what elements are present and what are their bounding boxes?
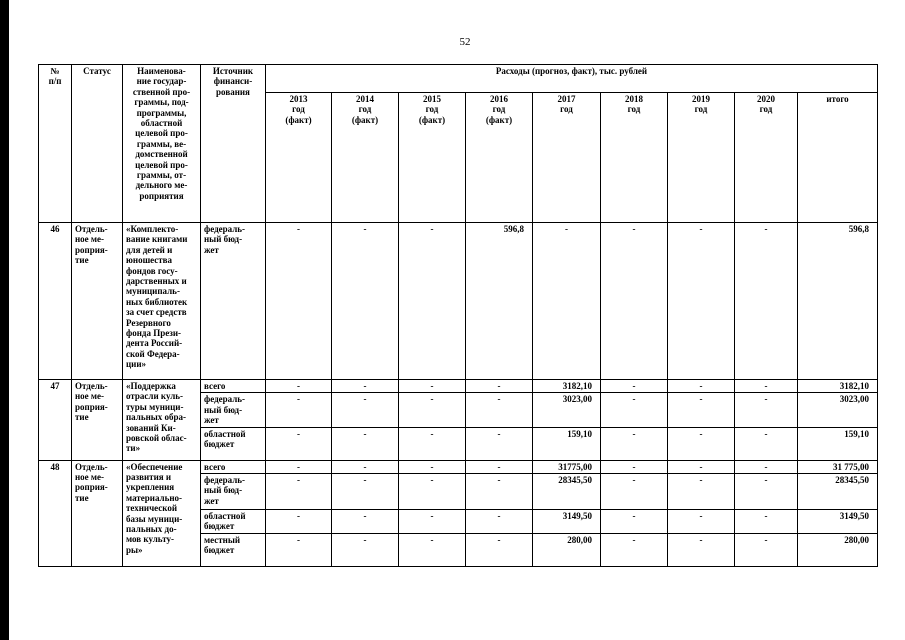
table-row xyxy=(39,460,878,473)
row-value: - xyxy=(332,427,399,460)
row-value: 596,8 xyxy=(466,223,533,380)
row-value: - xyxy=(735,223,798,380)
header-num: № п/п xyxy=(39,65,72,223)
row-value: 3182,10 xyxy=(533,380,601,393)
row-value: 31775,00 xyxy=(533,460,601,473)
row-value: 28345,50 xyxy=(533,474,601,510)
row-value: - xyxy=(668,223,735,380)
row-value: - xyxy=(735,427,798,460)
header-year: 2014 год (факт) xyxy=(332,93,399,223)
row-value: - xyxy=(601,393,668,427)
row-value: - xyxy=(332,380,399,393)
row-value: 3023,00 xyxy=(798,393,878,427)
row-value: - xyxy=(266,223,332,380)
row-value: - xyxy=(601,510,668,534)
row-status: Отдель- ное ме- роприя- тие xyxy=(72,223,123,380)
row-value: - xyxy=(466,460,533,473)
row-value: - xyxy=(601,427,668,460)
row-value: - xyxy=(332,223,399,380)
row-value: - xyxy=(266,393,332,427)
row-name: «Комплекто- вание книгами для детей и юношества фондов госу- дарственных и муниципаль- ных библиотек за счет средств Резервного фонда Прези- дента Россий- ской Федера- ции» xyxy=(123,223,201,380)
row-source: областной бюджет xyxy=(201,510,266,534)
page-number: 52 xyxy=(459,36,471,48)
header-year: 2013 год (факт) xyxy=(266,93,332,223)
row-value: - xyxy=(533,223,601,380)
row-value: - xyxy=(399,474,466,510)
header-year: итого xyxy=(798,93,878,223)
row-name: «Поддержка отрасли куль- туры муници- пальных обра- зований Ки- ровской облас- ти» xyxy=(123,380,201,461)
row-value: - xyxy=(668,427,735,460)
table-row xyxy=(39,380,878,393)
table-row xyxy=(39,223,878,380)
row-value: 3182,10 xyxy=(798,380,878,393)
expenses-table xyxy=(38,64,878,567)
row-value: 31 775,00 xyxy=(798,460,878,473)
row-value: - xyxy=(735,474,798,510)
row-value: - xyxy=(332,460,399,473)
row-value: - xyxy=(735,380,798,393)
row-source: местный бюджет xyxy=(201,534,266,567)
row-value: - xyxy=(668,380,735,393)
row-value: - xyxy=(332,393,399,427)
row-value: - xyxy=(466,393,533,427)
row-value: 596,8 xyxy=(798,223,878,380)
row-source: всего xyxy=(201,380,266,393)
row-name: «Обеспечение развития и укрепления материально- технической базы муници- пальных до- мов культу- ры» xyxy=(123,460,201,566)
row-value: - xyxy=(399,223,466,380)
row-value: - xyxy=(332,510,399,534)
row-value: - xyxy=(399,460,466,473)
row-source: всего xyxy=(201,460,266,473)
header-year: 2020 год xyxy=(735,93,798,223)
header-expenses: Расходы (прогноз, факт), тыс. рублей xyxy=(266,65,878,93)
row-source: федераль- ный бюд- жет xyxy=(201,223,266,380)
row-value: - xyxy=(466,534,533,567)
row-value: - xyxy=(266,427,332,460)
header-year: 2015 год (факт) xyxy=(399,93,466,223)
row-value: - xyxy=(399,534,466,567)
row-value: - xyxy=(466,380,533,393)
row-value: - xyxy=(668,474,735,510)
row-value: - xyxy=(266,460,332,473)
row-value: - xyxy=(668,393,735,427)
header-year: 2017 год xyxy=(533,93,601,223)
row-value: - xyxy=(266,474,332,510)
row-value: - xyxy=(735,460,798,473)
row-value: - xyxy=(668,534,735,567)
row-number: 48 xyxy=(39,460,72,566)
row-number: 47 xyxy=(39,380,72,461)
row-value: 3149,50 xyxy=(798,510,878,534)
header-source: Источник финанси- рования xyxy=(201,65,266,223)
scan-edge-bar xyxy=(0,0,9,640)
row-value: - xyxy=(668,510,735,534)
row-number: 46 xyxy=(39,223,72,380)
row-value: - xyxy=(601,223,668,380)
row-status: Отдель- ное ме- роприя- тие xyxy=(72,380,123,461)
header-row xyxy=(39,65,878,93)
row-value: - xyxy=(266,510,332,534)
header-year: 2019 год xyxy=(668,93,735,223)
header-name: Наименова- ние государ- ственной про- граммы, под- программы, областной целевой про- граммы, ве- домственной целевой про- граммы, от- дельного ме- роприятия xyxy=(123,65,201,223)
row-value: - xyxy=(332,474,399,510)
row-value: - xyxy=(399,427,466,460)
row-value: - xyxy=(601,474,668,510)
row-value: - xyxy=(601,460,668,473)
header-year: 2016 год (факт) xyxy=(466,93,533,223)
row-value: 28345,50 xyxy=(798,474,878,510)
row-value: - xyxy=(399,393,466,427)
header-year: 2018 год xyxy=(601,93,668,223)
row-value: - xyxy=(601,534,668,567)
row-source: федераль- ный бюд- жет xyxy=(201,393,266,427)
row-value: 3023,00 xyxy=(533,393,601,427)
row-value: - xyxy=(466,474,533,510)
row-value: 159,10 xyxy=(798,427,878,460)
row-value: - xyxy=(735,510,798,534)
row-value: - xyxy=(601,380,668,393)
row-value: - xyxy=(332,534,399,567)
row-value: - xyxy=(668,460,735,473)
row-value: - xyxy=(735,534,798,567)
row-value: 280,00 xyxy=(533,534,601,567)
row-value: - xyxy=(466,427,533,460)
header-status: Статус xyxy=(72,65,123,223)
row-value: 280,00 xyxy=(798,534,878,567)
row-value: - xyxy=(735,393,798,427)
table-body xyxy=(39,65,878,567)
row-value: - xyxy=(399,510,466,534)
row-value: - xyxy=(266,380,332,393)
row-status: Отдель- ное ме- роприя- тие xyxy=(72,460,123,566)
row-value: - xyxy=(466,510,533,534)
row-source: областной бюджет xyxy=(201,427,266,460)
row-value: 3149,50 xyxy=(533,510,601,534)
row-value: - xyxy=(266,534,332,567)
row-value: 159,10 xyxy=(533,427,601,460)
row-value: - xyxy=(399,380,466,393)
row-source: федераль- ный бюд- жет xyxy=(201,474,266,510)
